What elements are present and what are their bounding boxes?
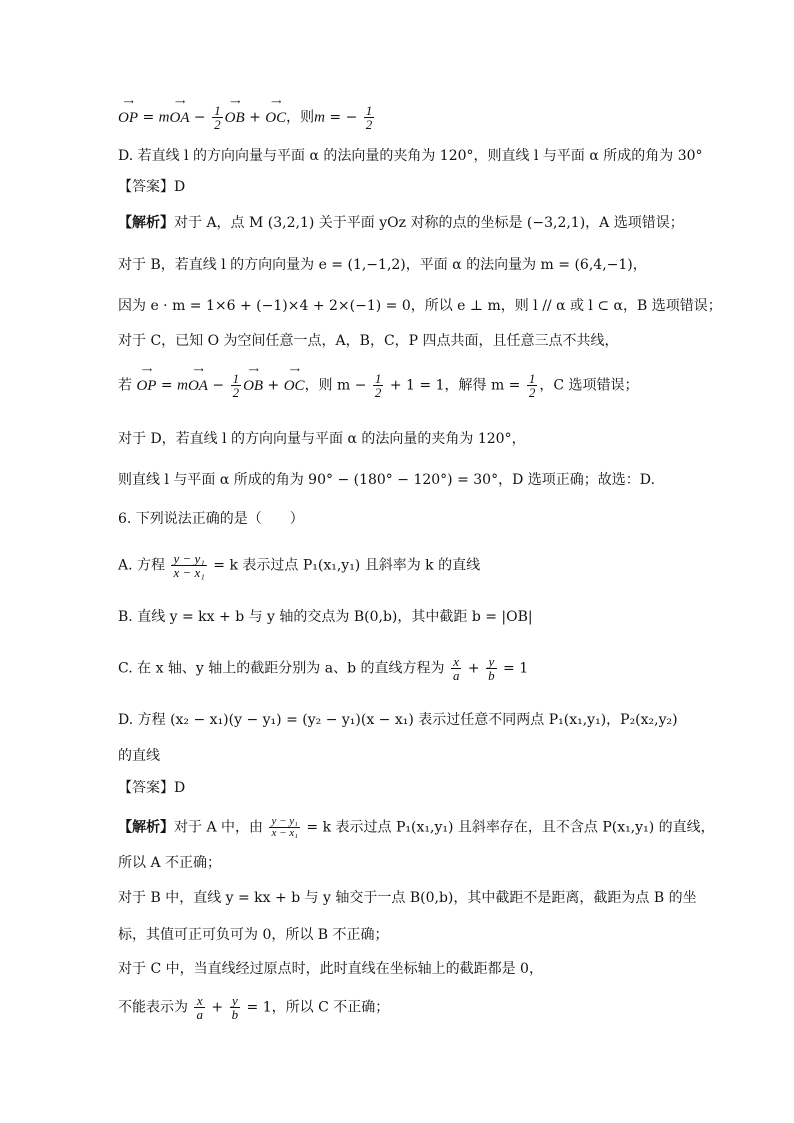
- fraction-y-over-b: $\frac{y}{b}$: [488, 654, 495, 683]
- q6-option-b: B. 直线 y = kx + b 与 y 轴的交点为 B(0,b)，其中截距 b = |OB|: [118, 609, 533, 625]
- analysis-d-1: 对于 D，若直线 l 的方向向量与平面 α 的法向量的夹角为 120°，: [118, 431, 526, 447]
- q6-option-a: A. 方程 $\frac{\text{y − y₁}}{\text{x − x₁}}$ = k 表示过点 P₁(x₁,y₁) 且斜率为 k 的直线: [118, 551, 481, 580]
- vector-ob: ⟶ OB: [243, 365, 264, 394]
- option-d-text: D. 若直线 l 的方向向量与平面 α 的法向量的夹角为 120°，则直线 l 与平面 α 所成的角为 30°: [118, 148, 703, 164]
- vector-arrow-icon: ⟶: [289, 365, 299, 374]
- answer-label: 【答案】D: [118, 179, 186, 195]
- solution-c-1: 对于 C 中，当直线经过原点时，此时直线在坐标轴上的截距都是 0，: [118, 961, 543, 977]
- fraction-half: $\frac{1}{2}$: [232, 371, 240, 400]
- q6-option-c: C. 在 x 轴、y 轴上的截距分别为 a、b 的直线方程为 $\frac{x}{a}$ + $\frac{y}{b}$ = 1: [118, 654, 529, 683]
- question-6-title: 6. 下列说法正确的是（ ）: [118, 511, 304, 527]
- vector-arrow-icon: ⟶: [248, 365, 258, 374]
- solution-a-1: 【解析】对于 A 中，由 $\frac{\text{y − y₁}}{\text{x − x₁}}$ = k 表示过点 P₁(x₁,y₁) 且斜率存在，且不含点 P(x₁,y₁) 的直线，: [118, 815, 715, 839]
- analysis-c-2: 若 ⟶ OP = m ⟶ OA − $\frac{1}{2}$ ⟶ OB + ⟶ OC，则 m − $\frac{1}{2}$ + 1 = 1，解得 m = $\frac{1}{2}$ ，C 选项错误；: [118, 365, 639, 400]
- vector-oc: ⟶ OC: [265, 97, 287, 126]
- analysis-b-2: 因为 e · m = 1×6 + (−1)×4 + 2×(−1) = 0，所以 e ⊥ m，则 l // α 或 l ⊂ α，B 选项错误；: [118, 298, 722, 314]
- vector-arrow-icon: ⟶: [193, 365, 203, 374]
- solution-b-2: 标，其值可正可负可为 0，所以 B 不正确；: [118, 927, 389, 943]
- analysis-c-1: 对于 C，已知 O 为空间任意一点，A，B，C，P 四点共面，且任意三点不共线，: [118, 333, 619, 349]
- solution-a-2: 所以 A 不正确；: [118, 855, 222, 871]
- vector-arrow-icon: ⟶: [230, 97, 240, 106]
- vector-op: ⟶ OP: [136, 365, 157, 394]
- fraction-half: $\frac{1}{2}$: [528, 371, 536, 400]
- solution-c-2: 不能表示为 $\frac{x}{a}$ + $\frac{y}{b}$ = 1，所以 C 不正确；: [118, 993, 390, 1022]
- vector-ob: ⟶ OB: [224, 97, 245, 126]
- fraction-x-over-a: $\frac{x}{a}$: [452, 654, 460, 683]
- analysis-d-2: 则直线 l 与平面 α 所成的角为 90° − (180° − 120°) = 30°，D 选项正确；故选：D.: [118, 472, 655, 488]
- vector-oc: ⟶ OC: [283, 365, 305, 394]
- q6-option-d-1: D. 方程 (x₂ − x₁)(y − y₁) = (y₂ − y₁)(x − x₁) 表示过任意不同两点 P₁(x₁,y₁)，P₂(x₂,y₂): [118, 712, 678, 728]
- analysis-a: 【解析】对于 A，点 M (3,2,1) 关于平面 yOz 对称的点的坐标是 (−3,2,1)，A 选项错误；: [118, 215, 684, 231]
- fraction-x-over-a: $\frac{x}{a}$: [196, 993, 203, 1022]
- q6-option-d-2: 的直线: [118, 748, 160, 764]
- fraction-half: $\frac{1}{2}$: [374, 371, 382, 400]
- option-c-equation: ⟶ OP = m ⟶ OA − $\frac{1}{2}$ ⟶ OB + ⟶ OC，则m = − $\frac{1}{2}$: [118, 97, 373, 132]
- vector-op: ⟶ OP: [118, 97, 138, 126]
- vector-oa: ⟶ OA: [187, 365, 208, 394]
- fraction-y-over-b: $\frac{y}{b}$: [231, 993, 239, 1022]
- answer-label: 【答案】D: [118, 780, 186, 796]
- vector-arrow-icon: ⟶: [174, 97, 184, 106]
- fraction-slope: $\frac{\text{y − y₁}}{\text{x − x₁}}$: [271, 815, 298, 839]
- fraction-half: $\frac{1}{2}$: [214, 103, 221, 132]
- solution-b-1: 对于 B 中，直线 y = kx + b 与 y 轴交于一点 B(0,b)，其中截距不是距离，截距为点 B 的坐: [118, 890, 697, 906]
- vector-arrow-icon: ⟶: [271, 97, 281, 106]
- fraction-slope: $\frac{\text{y − y₁}}{\text{x − x₁}}$: [173, 551, 205, 580]
- analysis-b-1: 对于 B，若直线 l 的方向向量为 e = (1,−1,2)，平面 α 的法向量为 m = (6,4,−1)，: [118, 257, 647, 273]
- vector-arrow-icon: ⟶: [141, 365, 151, 374]
- vector-arrow-icon: ⟶: [123, 97, 133, 106]
- fraction-half: $\frac{1}{2}$: [365, 103, 373, 132]
- vector-oa: ⟶ OA: [169, 97, 190, 126]
